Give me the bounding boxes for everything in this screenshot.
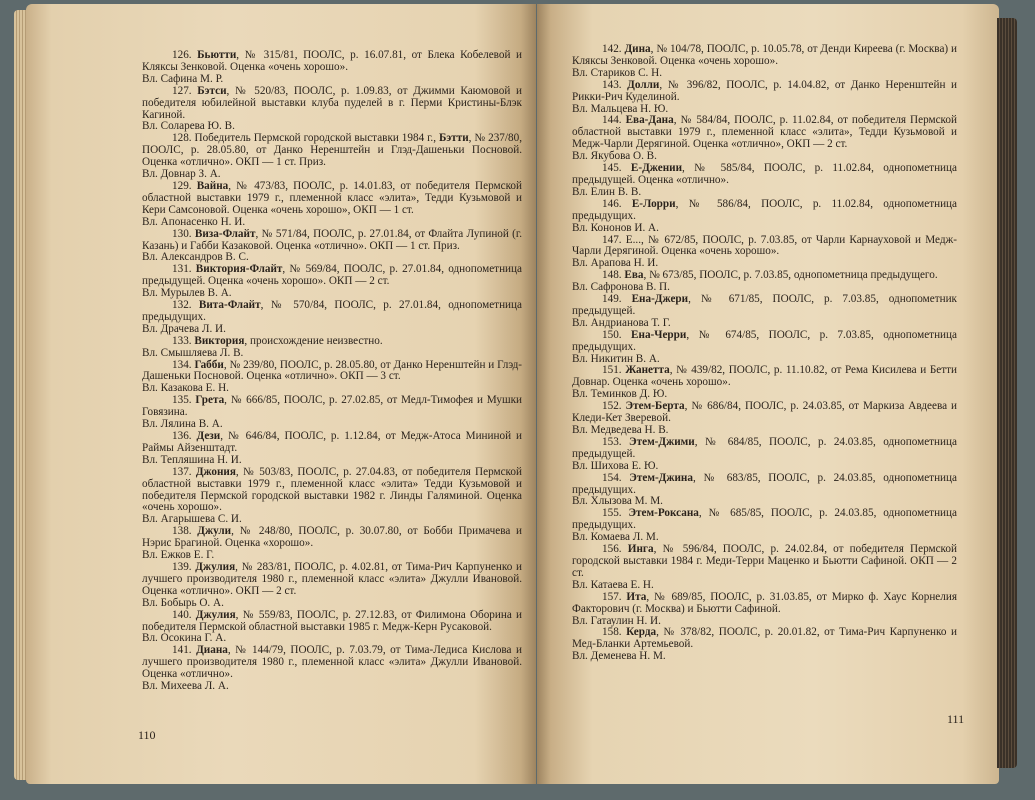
entry-owner: Вл. Сафронова В. П. — [572, 281, 670, 294]
entry-details: , № 559/83, ПООЛС, р. 27.12.83, от Филимона Оборина и победителя Пермской областной выставки 1985 г. Медж-Керн Русаковой. — [142, 608, 522, 633]
dog-name: Джония — [195, 465, 236, 478]
entry-prefix: 147. Е..., № 672/85, ПООЛС, р. 7.03.85, от Чарли Карнауховой и Медж-Чарли Дерягиной. Оценка «очень хорошо». — [572, 233, 957, 258]
entry-details: , № 503/83, ПООЛС, р. 27.04.83, от победителя Пермской областной выставки 1979 г., племенной класс «элита» Тедди Кузьмовой и победителя Пермской городской выставки 1982 г. Линды Галяминой. Оценка «очень хорошо». — [142, 465, 523, 514]
entry-details: , № 685/85, ПООЛС, р. 24.03.85, однопометница предыдущих. — [572, 507, 958, 532]
entry-prefix: 151. — [602, 364, 626, 377]
dog-name: Ена-Джери — [631, 293, 689, 306]
entry — [142, 610, 522, 634]
entry — [572, 235, 957, 259]
dog-name: Инга — [627, 543, 654, 556]
entry-owner: Вл. Теминков Д. Ю. — [572, 388, 668, 401]
entry-prefix: 130. — [172, 227, 195, 240]
entry — [572, 401, 957, 425]
entry — [572, 592, 957, 616]
dog-name: Джулия — [195, 608, 236, 621]
entry-details: , № 439/82, ПООЛС, р. 11.10.82, от Рема Кисилева и Бетти Довнар. Оценка «очень хорошо». — [572, 364, 958, 389]
entry-prefix: 153. — [602, 435, 630, 448]
entry-owner: Вл. Мальцева Н. Ю. — [572, 102, 669, 115]
dog-name: Джулия — [195, 560, 236, 573]
entry-prefix: 158. — [602, 626, 627, 639]
entry-owner: Вл. Кононов И. А. — [572, 221, 659, 234]
entry — [142, 300, 522, 324]
entry-prefix: 150. — [602, 328, 632, 341]
entry-owner: Вл. Сафина М. Р. — [142, 72, 224, 85]
entry-details: , № 144/79, ПООЛС, р. 7.03.79, от Тима-Ледиса Кислова и лучшего производителя 1980 г., племенной класс «элита» Джулли Ивановой. Оценка «отлично». — [142, 644, 522, 681]
dog-name: Этем-Роксана — [628, 507, 699, 520]
entry-prefix: 142. — [602, 43, 625, 55]
entry-prefix: 140. — [172, 608, 196, 621]
entry-details: , № 473/83, ПООЛС, р. 14.01.83, от победителя Пермской областной выставки 1979 г., племенной класс «элита», Тедди Кузьмовой и Кери Самсоновой. Оценка «очень хорошо», ОКП — 1 ст. — [142, 179, 523, 216]
entry-details: , № 570/84, ПООЛС, р. 27.01.84, однопометница предыдущих. — [142, 299, 522, 323]
dog-name: Этем-Джими — [629, 435, 695, 448]
entry-prefix: 148. — [602, 269, 625, 282]
entry-owner: Вл. Соларева Ю. В. — [142, 120, 235, 133]
dog-name: Долли — [627, 78, 660, 91]
entry-owner: Вл. Деменева Н. М. — [572, 650, 666, 663]
dog-name: Жанетта — [625, 364, 670, 377]
entry-owner: Вл. Комаева Л. М. — [572, 531, 659, 544]
entry-prefix: 134. — [172, 358, 195, 371]
entry — [572, 330, 957, 354]
dog-name: Ена-Черри — [631, 328, 687, 341]
entry-prefix: 139. — [172, 560, 196, 573]
entry-prefix: 157. — [602, 590, 627, 603]
entry-prefix: 155. — [602, 507, 629, 520]
dog-name: Дези — [196, 430, 221, 442]
right-page-text — [572, 44, 957, 663]
dog-name: Дина — [624, 43, 651, 55]
entry-owner: Вл. Стариков С. Н. — [572, 66, 662, 79]
left-page — [26, 4, 536, 784]
entry-owner: Вл. Елин В. В. — [572, 185, 642, 198]
entry-prefix: 136. — [172, 430, 197, 442]
dog-name: Бьютти — [197, 49, 237, 61]
left-page-text — [142, 50, 522, 693]
entry-prefix: 138. — [172, 525, 198, 538]
entry — [142, 336, 522, 348]
entry — [142, 133, 522, 169]
entry-owner: Вл. Арапова Н. И. — [572, 257, 659, 270]
right-page — [537, 4, 999, 784]
entry — [142, 264, 522, 288]
entry — [572, 44, 957, 68]
entry-owner: Вл. Мурылев В. А. — [142, 287, 232, 300]
entry — [142, 395, 522, 419]
entry-details: , № 673/85, ПООЛС, р. 7.03.85, однопометница предыдущего. — [643, 269, 938, 282]
entry — [142, 526, 522, 550]
entry-prefix: 127. — [172, 84, 198, 97]
entry-prefix: 137. — [172, 465, 196, 478]
entry-details: , № 237/80, ПООЛС, р. 28.05.80, от Данко Неренштейн и Глэд-Дашеньки Посновой. Оценка «отлично». ОКП — 1 ст. Приз. — [142, 132, 522, 169]
entry-details: , № 104/78, ПООЛС, р. 10.05.78, от Денди Киреева (г. Москва) и Кляксы Зенковой. Оценка «очень хорошо». — [572, 43, 958, 67]
entry-owner: Вл. Александров В. С. — [142, 251, 249, 264]
entry-owner: Вл. Михеева Л. А. — [142, 680, 229, 693]
entry-owner: Вл. Никитин В. А. — [572, 352, 660, 365]
entry-details: , № 646/84, ПООЛС, р. 1.12.84, от Медж-Атоса Мининой и Раймы Айзенштадт. — [142, 430, 523, 454]
dog-name: Керда — [626, 626, 657, 639]
entry-details: , № 569/84, ПООЛС, р. 27.01.84, однопометница предыдущей. Оценка «очень хорошо». ОКП — 2 ст. — [142, 263, 522, 288]
entry-details: , № 666/85, ПООЛС, р. 27.02.85, от Медл-Тимофея и Мушки Говязина. — [142, 394, 523, 419]
entry-owner: Вл. Катаева Е. Н. — [572, 578, 654, 591]
dog-name: Этем-Джина — [629, 471, 693, 484]
entry-details: , № 683/85, ПООЛС, р. 24.03.85, однопометница предыдущих. — [572, 471, 958, 496]
entry-details: , № 584/84, ПООЛС, р. 11.02.84, от победителя Пермской областной выставки 1979 г., племенной класс «элита», Тедди Кузьмовой и Медж-Чарли Дерягиной. Оценка «отлично», ОКП — 2 ст. — [572, 114, 957, 151]
dog-name: Габби — [194, 358, 224, 371]
open-book — [14, 4, 1019, 796]
entry — [572, 544, 957, 580]
entry-owner: Вл. Хлызова М. М. — [572, 495, 663, 508]
entry — [572, 437, 957, 461]
entry-owner: Вл. Агарышева С. И. — [142, 513, 242, 526]
entry — [142, 467, 522, 515]
entry-prefix: 126. — [172, 49, 198, 61]
dog-name: Ита — [626, 590, 647, 603]
entry-details: , № 684/85, ПООЛС, р. 24.03.85, однопометница предыдущей. — [572, 435, 957, 460]
entry — [572, 199, 957, 223]
entry-owner: Вл. Смышляева Л. В. — [142, 346, 244, 359]
entry — [572, 294, 957, 318]
dog-name: Бэтси — [197, 84, 227, 97]
dog-name: Виза-Флайт — [194, 227, 256, 240]
entry — [142, 50, 522, 74]
entry-owner: Вл. Андрианова Т. Г. — [572, 316, 671, 329]
page-number-right: 111 — [947, 712, 965, 726]
entry-owner: Вл. Якубова О. В. — [572, 150, 657, 163]
entry-details: , № 248/80, ПООЛС, р. 30.07.80, от Бобби Примачева и Нэрис Брагиной. Оценка «хорошо». — [142, 525, 522, 550]
entry-prefix: 135. — [172, 394, 196, 407]
entry-details: , № 671/85, ПООЛС, р. 7.03.85, однопометник предыдущей. — [572, 293, 957, 317]
dog-name: Виктория — [194, 334, 245, 347]
entry-prefix: 129. — [172, 179, 197, 192]
entry-prefix: 144. — [602, 114, 626, 127]
entry-details: , № 686/84, ПООЛС, р. 24.03.85, от Маркиза Авдеева и Кледи-Кет Зверевой. — [572, 400, 957, 425]
entry-details: , № 585/84, ПООЛС, р. 11.02.84, однопометница предыдущей. Оценка «отлично». — [572, 162, 957, 186]
page-number-left: 110 — [138, 728, 156, 742]
page-stack-right — [997, 18, 1017, 768]
entry-prefix: 132. — [172, 299, 199, 312]
entry-details: , № 596/84, ПООЛС, р. 24.02.84, от победителя Пермской городской выставки 1984 г. Меди-Терри Маценко и Бьютти Сафиной. ОКП — 2 ст. — [572, 543, 958, 579]
entry-details: , № 674/85, ПООЛС, р. 7.03.85, однопометница предыдущих. — [572, 328, 958, 353]
dog-name: Диана — [196, 644, 228, 657]
entry — [142, 86, 522, 122]
entry-owner: Вл. Апонасенко Н. И. — [142, 215, 246, 228]
entry-owner: Вл. Бобырь О. А. — [142, 596, 224, 609]
entry — [572, 508, 957, 532]
entry-prefix: 131. — [172, 263, 196, 276]
entry — [142, 360, 522, 384]
entry-owner: Вл. Шихова Е. Ю. — [572, 459, 659, 472]
entry-details: , № 520/83, ПООЛС, р. 1.09.83, от Джимми Каюмовой и победителя юбилейной выставки клуба пуделей в г. Перми Кристины-Блэк Кагиной. — [142, 84, 522, 121]
dog-name: Этем-Берта — [625, 400, 685, 413]
dog-name: Бэтти — [438, 132, 469, 145]
entry-owner: Вл. Лялина В. А. — [142, 418, 223, 431]
entry-details: , № 239/80, ПООЛС, р. 28.05.80, от Данко Неренштейн и Глэд-Дашеньки Посновой. Оценка «отлично». ОКП — 3 ст. — [142, 358, 523, 383]
entry-prefix: 143. — [602, 78, 628, 91]
entry-prefix: 141. — [172, 644, 197, 657]
dog-name: Виктория-Флайт — [195, 263, 283, 276]
entry-prefix: 145. — [602, 162, 631, 175]
dog-name: Е-Лорри — [631, 197, 676, 210]
entry-details: , № 571/84, ПООЛС, р. 27.01.84, от Флайта Лупиной (г. Казань) и Габби Казаковой. Оценка «отлично». ОКП — 1 ст. Приз. — [142, 227, 523, 252]
entry-prefix: 152. — [602, 400, 626, 413]
entry-details: , № 689/85, ПООЛС, р. 31.03.85, от Мирко ф. Хаус Корнелия Факторович (г. Москва) и Бьютти Сафиной. — [572, 590, 957, 615]
entry-owner: Вл. Медведева Н. В. — [572, 424, 669, 436]
dog-name: Ева — [624, 269, 644, 282]
entry — [572, 115, 957, 151]
entry-prefix: 128. Победитель Пермской городской выставки 1984 г., — [172, 132, 439, 145]
entry-details: , № 396/82, ПООЛС, р. 14.04.82, от Данко Неренштейн и Рикки-Рич Куделиной. — [572, 78, 957, 103]
dog-name: Грета — [195, 394, 225, 407]
dog-name: Ева-Дана — [625, 114, 674, 127]
entry — [572, 80, 957, 104]
entry-owner: Вл. Драчева Л. И. — [142, 322, 226, 335]
entry-prefix: 146. — [602, 197, 632, 210]
entry-details: , № 315/81, ПООЛС, р. 16.07.81, от Блека Кобелевой и Кляксы Зенковой. Оценка «очень хорошо». — [142, 49, 523, 73]
entry-details: , происхождение неизвестно. — [244, 334, 383, 347]
entry-prefix: 154. — [602, 471, 630, 484]
entry-prefix: 149. — [602, 293, 632, 306]
entry-owner: Вл. Казакова Е. Н. — [142, 382, 229, 395]
entry-prefix: 133. — [172, 334, 195, 347]
entry — [572, 473, 957, 497]
entry-details: , № 283/81, ПООЛС, р. 4.02.81, от Тима-Рич Карпуненко и лучшего производителя 1980 г., племенной класс «элита» Джулли Ивановой. Оценка «отлично». ОКП — 2 ст. — [142, 560, 523, 597]
entry-prefix: 156. — [602, 543, 628, 556]
entry — [142, 229, 522, 253]
entry-details: , № 586/84, ПООЛС, р. 11.02.84, однопометница предыдущих. — [572, 197, 958, 222]
dog-name: Вита-Флайт — [198, 299, 261, 312]
entry-owner: Вл. Довнар З. А. — [142, 168, 221, 181]
dog-name: Е-Джении — [630, 162, 683, 175]
entry — [572, 627, 957, 651]
entry — [572, 365, 957, 389]
entry-details: , № 378/82, ПООЛС, р. 20.01.82, от Тима-Рич Карпуненко и Мед-Бланки Артемьевой. — [572, 626, 958, 651]
dog-name: Джули — [197, 525, 232, 538]
entry-owner: Вл. Гатаулин Н. И. — [572, 614, 661, 627]
entry — [142, 562, 522, 598]
entry — [142, 431, 522, 455]
dog-name: Вайна — [196, 179, 229, 192]
entry-owner: Вл. Ежков Е. Г. — [142, 549, 215, 562]
entry — [142, 645, 522, 681]
entry-owner: Вл. Осокина Г. А. — [142, 632, 227, 645]
entry-owner: Вл. Тепляшина Н. И. — [142, 453, 242, 466]
entry — [572, 163, 957, 187]
entry — [142, 181, 522, 217]
